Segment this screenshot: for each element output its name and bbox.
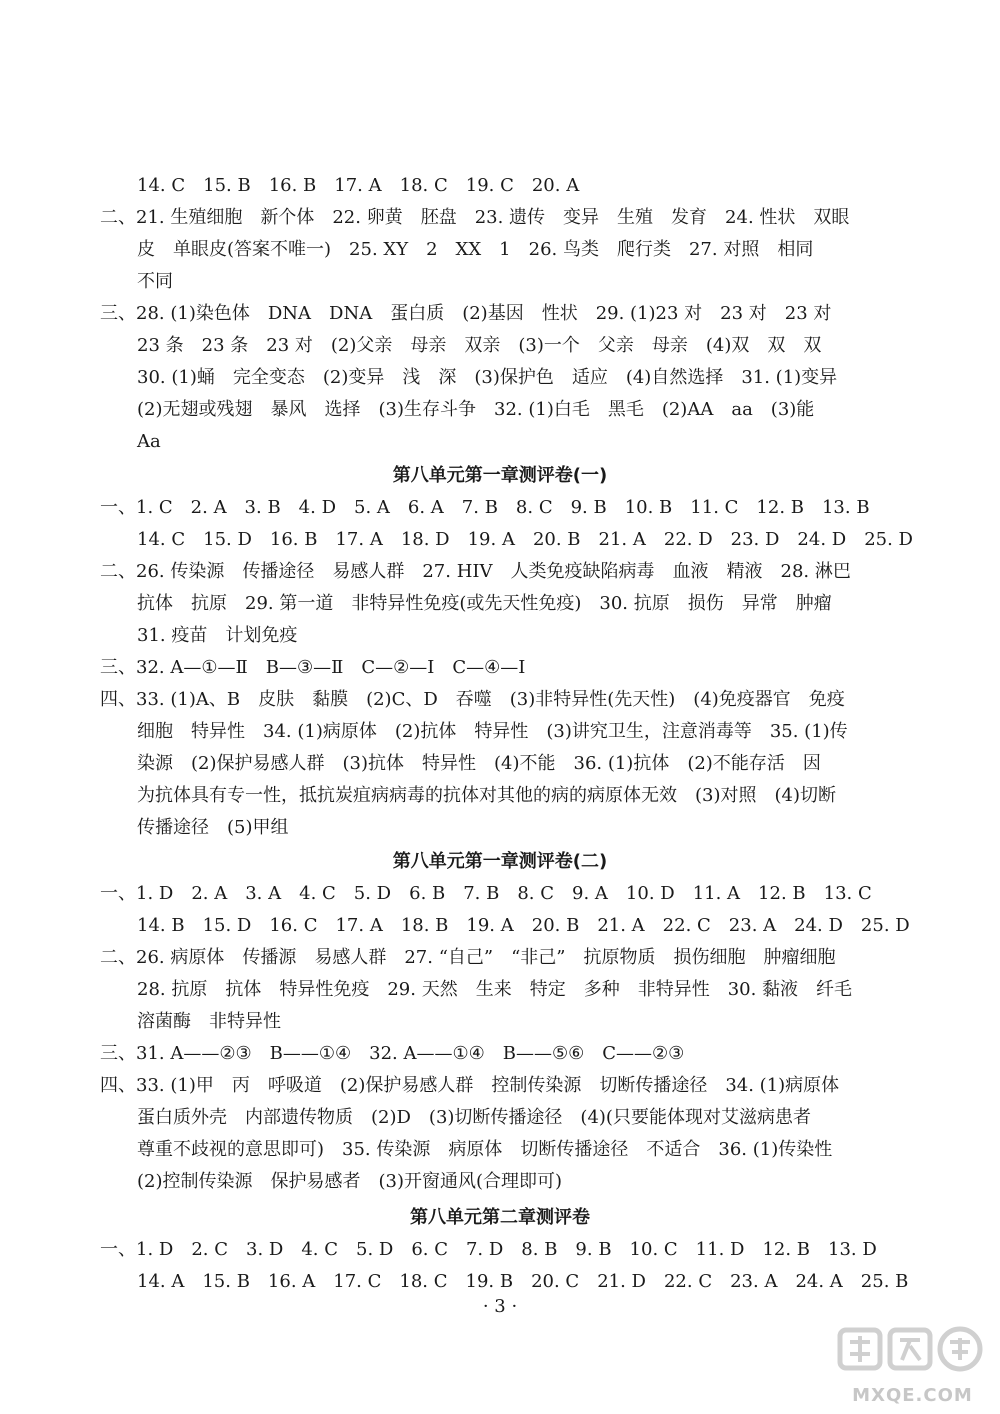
answer-watermark-logo-icon: [836, 1324, 986, 1374]
answer-line: 尊重不歧视的意思即可) 35. 传染源 病原体 切断传播途径 不适合 36. (1)传染性: [137, 1139, 833, 1160]
answer-line: 皮 单眼皮(答案不唯一) 25. XY 2 XX 1 26. 鸟类 爬行类 27. 对照 相同: [137, 239, 814, 260]
section-answers-continued: [100, 170, 900, 458]
page-number: · 3 ·: [482, 1296, 518, 1317]
section-title: 第八单元第一章测评卷(二): [392, 851, 608, 872]
section-answers: [100, 878, 910, 1198]
answer-line: 14. C 15. B 16. B 17. A 18. C 19. C 20. A: [137, 175, 580, 196]
answer-line: (2)控制传染源 保护易感者 (3)开窗通风(合理即可): [137, 1171, 563, 1192]
answer-line: 传播途径 (5)甲组: [137, 817, 289, 838]
answer-line: Aa: [137, 431, 161, 452]
answer-line: 抗体 抗原 29. 第一道 非特异性免疫(或先天性免疫) 30. 抗原 损伤 异常 肿瘤: [137, 593, 832, 614]
answer-line: 28. 抗原 抗体 特异性免疫 29. 天然 生来 特定 多种 非特异性 30. 黏液 纤毛: [137, 979, 853, 1000]
answer-line: 二、26. 传染源 传播途径 易感人群 27. HIV 人类免疫缺陷病毒 血液 精液 28. 淋巴: [100, 561, 851, 582]
watermark-text: MXQE.COM: [852, 1385, 973, 1406]
section-title: 第八单元第二章测评卷: [410, 1207, 590, 1228]
answer-line: 23 条 23 条 23 对 (2)父亲 母亲 双亲 (3)一个 父亲 母亲 (4)双 双 双: [137, 335, 822, 356]
watermark: [830, 1322, 995, 1410]
answer-line: 蛋白质外壳 内部遗传物质 (2)D (3)切断传播途径 (4)(只要能体现对艾滋病患者: [137, 1107, 811, 1128]
answer-line: 三、31. A——②③ B——①④ 32. A——①④ B——⑤⑥ C——②③: [100, 1043, 685, 1064]
answer-line: 细胞 特异性 34. (1)病原体 (2)抗体 特异性 (3)讲究卫生，注意消毒等 35. (1)传: [137, 721, 848, 742]
answer-line: 31. 疫苗 计划免疫: [137, 625, 298, 646]
answer-line: 一、1. D 2. A 3. A 4. C 5. D 6. B 7. B 8. C 9. A 10. D 11. A 12. B 13. C: [100, 883, 872, 904]
answer-line: 14. A 15. B 16. A 17. C 18. C 19. B 20. C 21. D 22. C 23. A 24. A 25. B: [137, 1271, 909, 1292]
answer-line: 四、33. (1)A、B 皮肤 黏膜 (2)C、D 吞噬 (3)非特异性(先天性) (4)免疫器官 免疫: [100, 689, 845, 710]
answer-line: 三、28. (1)染色体 DNA DNA 蛋白质 (2)基因 性状 29. (1)23 对 23 对 23 对: [100, 303, 832, 324]
answer-line: 溶菌酶 非特异性: [137, 1011, 281, 1032]
answer-line: 14. C 15. D 16. B 17. A 18. D 19. A 20. B 21. A 22. D 23. D 24. D 25. D: [137, 529, 913, 550]
answer-line: 四、33. (1)甲 丙 呼吸道 (2)保护易感人群 控制传染源 切断传播途径 34. (1)病原体: [100, 1075, 840, 1096]
answer-line: 14. B 15. D 16. C 17. A 18. B 19. A 20. B 21. A 22. C 23. A 24. D 25. D: [137, 915, 910, 936]
answer-line: 二、21. 生殖细胞 新个体 22. 卵黄 胚盘 23. 遗传 变异 生殖 发育 24. 性状 双眼: [100, 207, 850, 228]
answer-line: 一、1. C 2. A 3. B 4. D 5. A 6. A 7. B 8. C 9. B 10. B 11. C 12. B 13. B: [100, 497, 870, 518]
section-answers: [100, 492, 913, 844]
answer-line: 不同: [137, 271, 173, 292]
section-title: 第八单元第一章测评卷(一): [392, 465, 608, 486]
answer-line: 为抗体具有专一性，抵抗炭疽病病毒的抗体对其他的病的病原体无效 (3)对照 (4)切断: [137, 785, 836, 806]
answer-line: 三、32. A—①—Ⅱ B—③—Ⅱ C—②—Ⅰ C—④—Ⅰ: [100, 657, 526, 678]
answer-line: 30. (1)蛹 完全变态 (2)变异 浅 深 (3)保护色 适应 (4)自然选择 31. (1)变异: [137, 367, 838, 388]
answer-line: 二、26. 病原体 传播源 易感人群 27. “自己” “非己” 抗原物质 损伤细胞 肿瘤细胞: [100, 947, 836, 968]
answer-line: (2)无翅或残翅 暴风 选择 (3)生存斗争 32. (1)白毛 黑毛 (2)AA aa (3)能: [137, 399, 815, 420]
answer-line: 一、1. D 2. C 3. D 4. C 5. D 6. C 7. D 8. B 9. B 10. C 11. D 12. B 13. D: [100, 1239, 877, 1260]
answer-line: 染源 (2)保护易感人群 (3)抗体 特异性 (4)不能 36. (1)抗体 (2)不能存活 因: [137, 753, 821, 774]
section-answers: [100, 1234, 909, 1298]
